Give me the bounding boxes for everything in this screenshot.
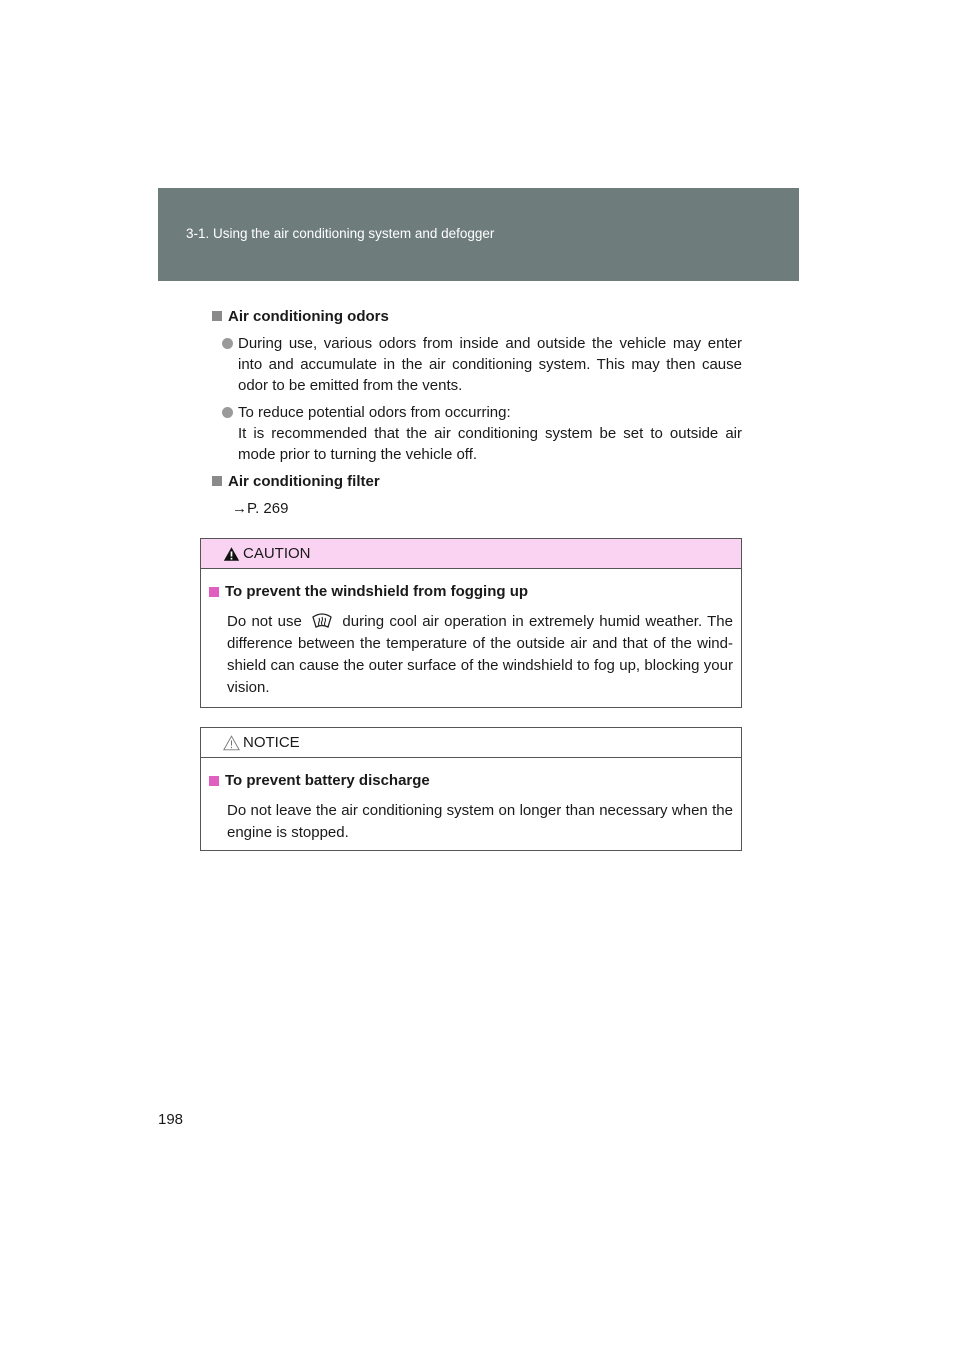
odors-bullet-2: To reduce potential odors from occurring: It is recommended that the air conditioning system be set to outside air mode prior to turning the vehicle off. — [222, 402, 742, 465]
round-bullet-icon — [222, 338, 233, 349]
filter-heading: Air conditioning filter — [212, 471, 742, 492]
square-bullet-icon — [209, 776, 219, 786]
caution-title: CAUTION — [243, 545, 311, 562]
caution-header — [201, 539, 741, 569]
notice-header — [201, 728, 741, 758]
section-header-band — [158, 188, 799, 281]
caution-text: Do not use during cool air operation in extremely humid weather. The difference between the temperature of the outside air and that of the wind-shield can cause the outer surface of the windshield to fog up, blocking your vision. — [227, 613, 733, 696]
round-bullet-icon — [222, 407, 233, 418]
notice-title: NOTICE — [243, 734, 300, 751]
notice-subheading: To prevent battery discharge — [209, 770, 733, 792]
notice-box — [200, 727, 742, 851]
odors-bullet-1: During use, various odors from inside and outside the vehicle may enter into and accumulate in the air conditioning system. This may then cause odor to be emitted from the vents. — [222, 333, 742, 396]
caution-box — [200, 538, 742, 708]
square-bullet-icon — [212, 311, 222, 321]
page-number: 198 — [158, 1111, 184, 1128]
windshield-defogger-icon — [311, 611, 333, 629]
caution-subheading: To prevent the windshield from fogging up — [209, 581, 733, 603]
main-content — [212, 306, 742, 519]
square-bullet-icon — [209, 587, 219, 597]
warning-triangle-outline-icon — [223, 735, 240, 751]
warning-triangle-icon — [223, 546, 240, 562]
section-title: 3-1. Using the air conditioning system and defogger — [186, 226, 495, 241]
square-bullet-icon — [212, 476, 222, 486]
odors-heading: Air conditioning odors — [212, 306, 742, 327]
filter-page-reference[interactable]: →P. 269 — [232, 500, 289, 517]
notice-text: Do not leave the air conditioning system on longer than necessary when the engine is stopped. — [227, 802, 733, 841]
